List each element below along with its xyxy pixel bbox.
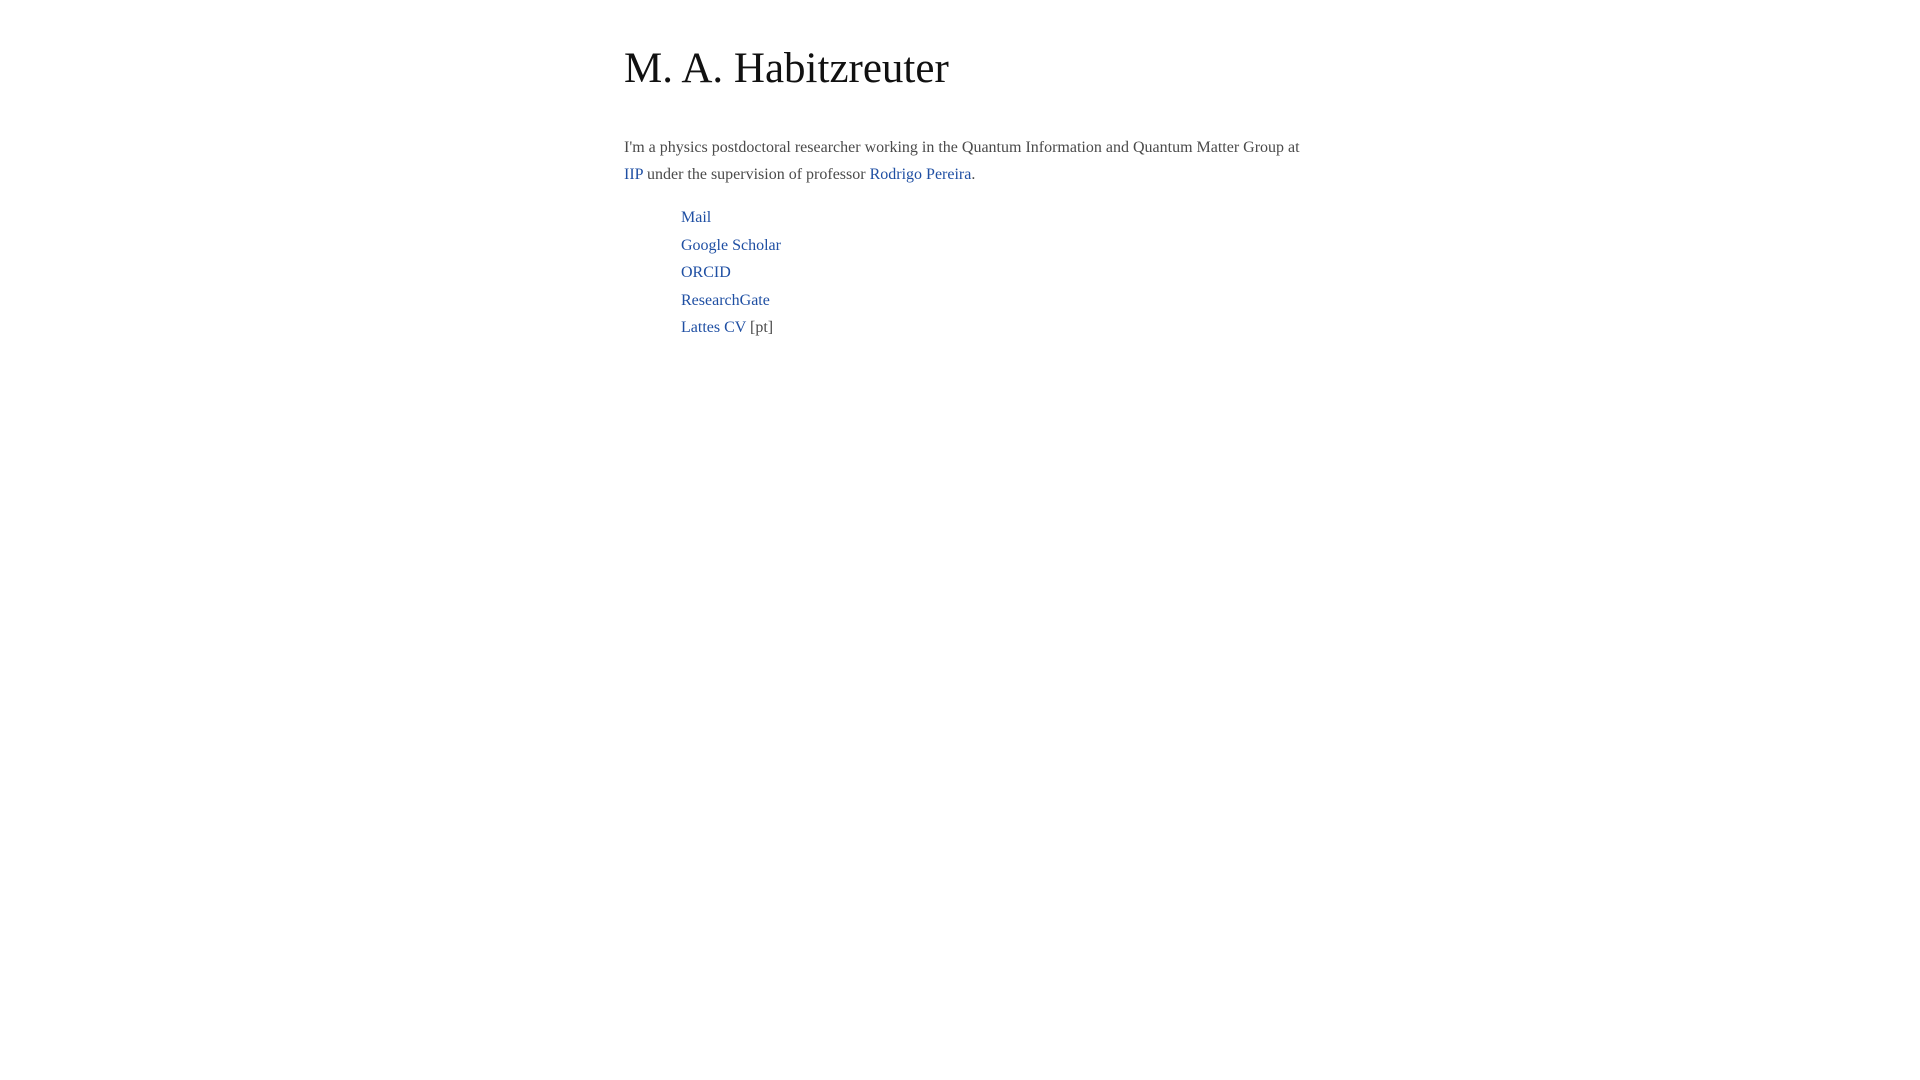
lattes-language-note: [pt] — [750, 319, 774, 336]
list-item-orcid — [681, 259, 1304, 287]
iip-link[interactable]: IIP — [624, 166, 643, 183]
intro-text-start: I'm a physics postdoctoral researcher working in the Quantum Information and Quantum Matter Group at — [624, 139, 1300, 156]
researchgate-link[interactable]: ResearchGate — [681, 291, 770, 309]
page-title: M. A. Habitzreuter — [624, 45, 949, 92]
intro-text-end: . — [971, 166, 976, 183]
mail-link[interactable]: Mail — [681, 209, 712, 226]
profile-links-list — [624, 204, 1304, 342]
list-item-lattes-cv — [681, 314, 1304, 342]
intro-paragraph — [624, 134, 1304, 188]
google-scholar-link[interactable]: Google Scholar — [681, 236, 781, 254]
rodrigo-pereira-link[interactable]: Rodrigo Pereira — [869, 166, 972, 183]
list-item-researchgate — [681, 287, 1304, 315]
lattes-cv-link[interactable]: Lattes CV — [681, 319, 747, 336]
page-content — [624, 0, 1304, 342]
list-item-mail — [681, 204, 1304, 232]
intro-text-middle: under the supervision of professor — [642, 166, 870, 183]
list-item-google-scholar — [681, 232, 1304, 260]
orcid-link[interactable]: ORCID — [681, 264, 731, 281]
